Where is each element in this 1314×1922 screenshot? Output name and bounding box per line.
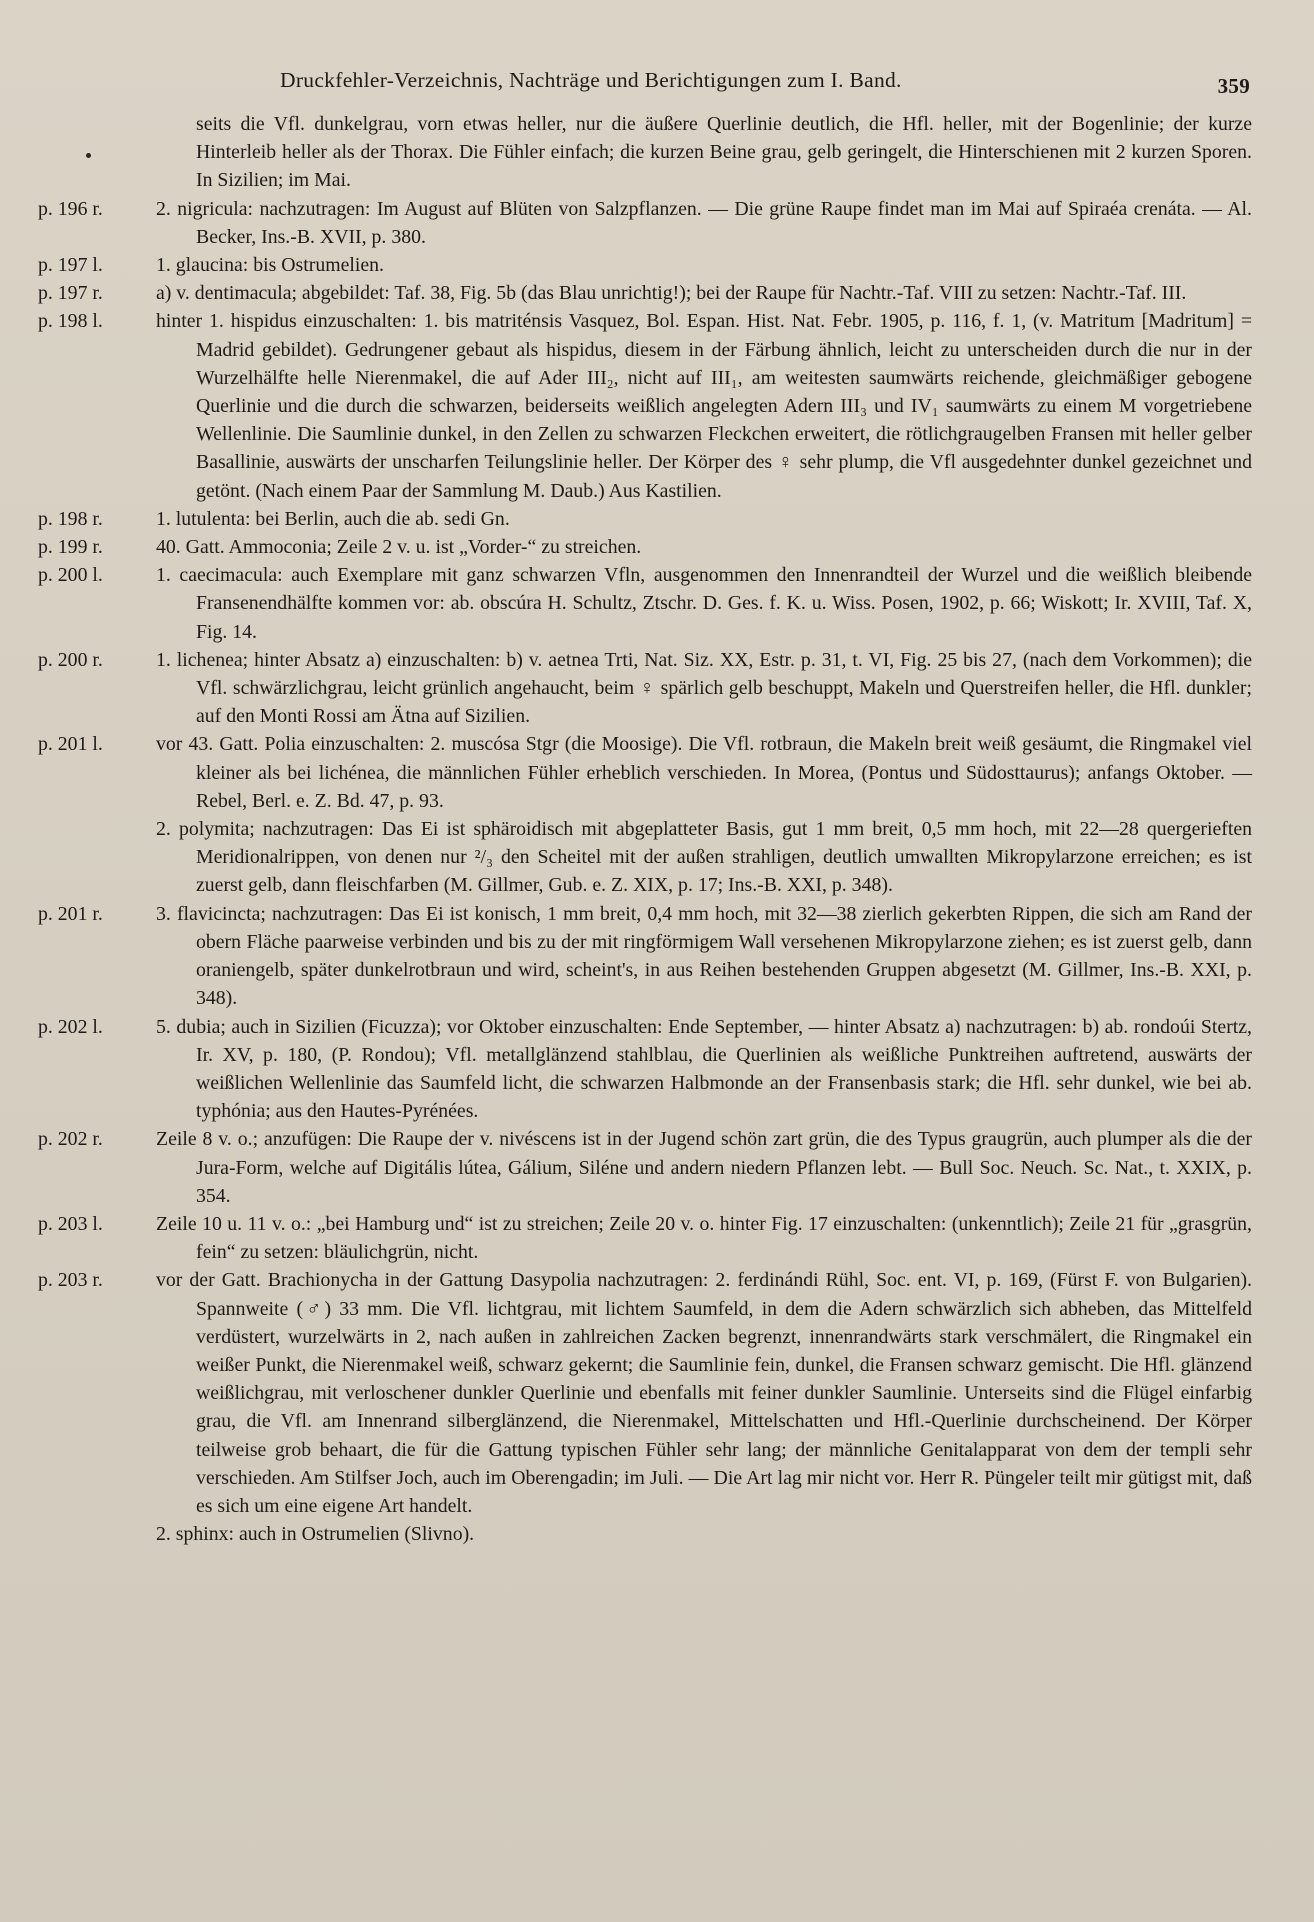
page-reference: p. 198 l. [38, 310, 103, 333]
errata-entry [38, 307, 1252, 504]
errata-entry [38, 900, 1252, 1013]
entry-text: 2. polymita; nachzutragen: Das Ei ist sphäroidisch mit abgeplatteter Basis, gut 1 mm breit, 0,5 mm hoch, mit 22—28 quergerieften Meridionalrippen, von denen nur ²/₃ den Scheitel mit der außen strahligen, deutlich umwallten Mikropylarzone erreichen; es ist zuerst gelb, dann fleischfarben (M. Gillmer, Gub. e. Z. XIX, p. 17; Ins.-B. XXI, p. 348). [156, 818, 1252, 897]
errata-entry [38, 251, 1252, 279]
page-reference: p. 200 l. [38, 564, 103, 587]
errata-entry [38, 505, 1252, 533]
entry-text: Zeile 8 v. o.; anzufügen: Die Raupe der v. nivéscens ist in der Jugend schön zart grün, die des Typus graugrün, auch plumper als die der Jura-Form, welche auf Digitális lútea, Gálium, Siléne und andern niedern Pflanzen lebt. — Bull Soc. Neuch. Sc. Nat., t. XXIX, p. 354. [156, 1128, 1252, 1207]
errata-entry [38, 110, 1252, 195]
entry-text: 2. sphinx: auch in Ostrumelien (Slivno). [156, 1523, 475, 1546]
errata-entry [38, 1210, 1252, 1266]
entry-text: 1. lichenea; hinter Absatz a) einzuschalten: b) v. aetnea Trti, Nat. Siz. XX, Estr. p. 31, t. VI, Fig. 25 bis 27, (nach dem Vorkommen); die Vfl. schwärzlichgrau, leicht grünlich angehaucht, beim ♀ spärlich gelb beschuppt, Makeln und Querstreifen heller, die Hfl. dunkler; auf den Monti Rossi am Ätna auf Sizilien. [156, 648, 1252, 728]
entry-text: vor 43. Gatt. Polia einzuschalten: 2. muscósa Stgr (die Moosige). Die Vfl. rotbraun, die Makeln breit weiß gesäumt, die Ringmakel viel kleiner als bei lichénea, die männlichen Fühler erheblich verschieden. In Morea, (Pontus und Südosttaurus); anfangs Oktober. — Rebel, Berl. e. Z. Bd. 47, p. 93. [156, 733, 1252, 812]
page-reference: p. 200 r. [38, 648, 103, 671]
errata-entry [38, 1266, 1252, 1520]
errata-entry [38, 1013, 1252, 1126]
page-reference: p. 203 r. [38, 1269, 103, 1292]
errata-entry [38, 1520, 1252, 1548]
page-reference: p. 197 l. [38, 254, 103, 277]
page-reference: p. 198 r. [38, 507, 103, 530]
errata-entry [38, 279, 1252, 307]
errata-list [38, 110, 1252, 1548]
page-reference: p. 201 l. [38, 733, 103, 756]
errata-entry [38, 533, 1252, 561]
entry-text: 5. dubia; auch in Sizilien (Ficuzza); vor Oktober einzuschalten: Ende September, — hinter Absatz a) nachzutragen: b) ab. rondoúi Stertz, Ir. XV, p. 180, (P. Rondou); Vfl. metallglänzend stahlblau, die Querlinien als weißliche Punktreihen auftretend, auswärts der weißlichen Wellenlinie das Saumfeld licht, die schwarzen Halbmonde an der Fransenbasis stark; die Hfl. sehr dunkel, wie bei ab. typhónia; aus den Hautes-Pyrénées. [156, 1015, 1252, 1123]
entry-text: 1. caecimacula: auch Exemplare mit ganz schwarzen Vfln, ausgenommen den Innenrandteil der Wurzel und die weißlich bleibende Fransenendhälfte kommen vor: ab. obscúra H. Schultz, Ztschr. D. Ges. f. K. u. Wiss. Posen, 1902, p. 66; Wiskott; Ir. XVIII, Taf. X, Fig. 14. [156, 564, 1252, 643]
entry-text: Zeile 10 u. 11 v. o.: „bei Hamburg und“ ist zu streichen; Zeile 20 v. o. hinter Fig. 17 einzuschalten: (unkenntlich); Zeile 21 für „grasgrün, fein“ zu setzen: bläulichgrün, nicht. [156, 1212, 1252, 1264]
page-reference: p. 202 r. [38, 1128, 103, 1151]
errata-entry [38, 730, 1252, 815]
entry-text: 3. flavicincta; nachzutragen: Das Ei ist konisch, 1 mm breit, 0,4 mm hoch, mit 32—38 zierlich gekerbten Rippen, die sich am Rand der obern Fläche paarweise verbinden und bis zu der mit ringförmigem Wall versehenen Mikropylarzone ziehen; es ist zuerst gelb, dann oraniengelb, später dunkelrotbraun und wird, scheint's, in aus Reihen bestehenden Gruppen abgesetzt (M. Gillmer, Ins.-B. XXI, p. 348). [156, 902, 1252, 1010]
page-reference: p. 201 r. [38, 902, 103, 925]
running-head-title: Druckfehler-Verzeichnis, Nachträge und Berichtigungen zum I. Band. [280, 68, 902, 92]
entry-text: vor der Gatt. Brachionycha in der Gattung Dasypolia nachzutragen: 2. ferdinándi Rühl, Soc. ent. VI, p. 169, (Fürst F. von Bulgarien). Spannweite (♂) 33 mm. Die Vfl. lichtgrau, mit lichtem Saumfeld, in dem die Adern schwärzlich sich abheben, das Mittelfeld verdüstert, wurzelwärts in 2, nach außen in zahlreichen Zacken begrenzt, innenrandwärts stark verschmälert, die Ringmakel ein weißer Punkt, die Nierenmakel weiß, schwarz gekernt; die Saumlinie fein, dunkel, die Fransen schwarz gemischt. Die Hfl. glänzend weißlichgrau, mit verloschener dunkler Querlinie und ebenfalls mit feiner dunkler Saumlinie. Unterseits sind die Flügel einfarbig grau, die Vfl. am Innenrand silberglänzend, die Nierenmakel, Mittelschatten und Hfl.-Querlinie durchscheinend. Der Körper teilweise grob behaart, die für die Gattung typischen Fühler sehr lang; der männliche Genitalapparat von dem der templi sehr verschieden. Am Stilfser Joch, auch im Oberengadin; im Juli. — Die Art lag mir nicht vor. Herr R. Püngeler teilt mir gütigst mit, daß es sich um eine eigene Art handelt. [156, 1269, 1252, 1517]
running-head [280, 58, 1250, 98]
errata-entry [38, 195, 1252, 251]
entry-text: seits die Vfl. dunkelgrau, vorn etwas heller, nur die äußere Querlinie deutlich, die Hfl. heller, mit der Bogenlinie; der kurze Hinterleib heller als der Thorax. Die Fühler einfach; die kurzen Beine grau, gelb geringelt, die Hinterschienen mit 2 kurzen Sporen. In Sizilien; im Mai. [196, 113, 1252, 192]
entry-text: 1. glaucina: bis Ostrumelien. [156, 254, 384, 277]
errata-entry [38, 646, 1252, 731]
entry-text: 40. Gatt. Ammoconia; Zeile 2 v. u. ist „Vorder-“ zu streichen. [156, 536, 642, 559]
entry-text: 2. nigricula: nachzutragen: Im August auf Blüten von Salzpflanzen. — Die grüne Raupe findet man im Mai auf Spiraéa crenáta. — Al. Becker, Ins.-B. XVII, p. 380. [156, 197, 1252, 248]
errata-entry [38, 1125, 1252, 1210]
entry-text: hinter 1. hispidus einzuschalten: 1. bis matriténsis Vasquez, Bol. Espan. Hist. Nat. Febr. 1905, p. 116, f. 1, (v. Matritum [Madritum] = Madrid gebildet). Gedrungener gebaut als hispidus, diesem in der Färbung ähnlich, leicht zu unterscheiden durch die nur in der Wurzelhälfte helle Nierenmakel, die auf Ader III₂, nicht auf III₁, am weitesten saumwärts reichende, gleichmäßiger gebogene Querlinie und die durch die schwarzen, beiderseits weißlich angelegten Adern III₃ und IV₁ saumwärts zu einem M vorgetriebene Wellenlinie. Die Saumlinie dunkel, in den Zellen zu schwarzen Fleckchen erweitert, die rötlichgraugelben Fransen mit heller gelber Basallinie, auswärts der unscharfen Teilungslinie heller. Der Körper des ♀ sehr plump, die Vfl ausgedehnter dunkel gezeichnet und getönt. (Nach einem Paar der Sammlung M. Daub.) Aus Kastilien. [156, 310, 1252, 502]
errata-entry [38, 561, 1252, 646]
page-reference: p. 196 r. [38, 197, 103, 220]
page-reference: p. 199 r. [38, 536, 103, 559]
errata-entry [38, 815, 1252, 900]
entry-text: a) v. dentimacula; abgebildet: Taf. 38, Fig. 5b (das Blau unrichtig!); bei der Raupe für Nachtr.-Taf. VIII zu setzen: Nachtr.-Taf. III. [156, 282, 1187, 305]
page-reference: p. 197 r. [38, 282, 103, 305]
page-reference: p. 203 l. [38, 1212, 103, 1235]
entry-text: 1. lutulenta: bei Berlin, auch die ab. sedi Gn. [156, 507, 510, 530]
page-reference: p. 202 l. [38, 1015, 103, 1038]
page-number: 359 [1217, 74, 1250, 98]
